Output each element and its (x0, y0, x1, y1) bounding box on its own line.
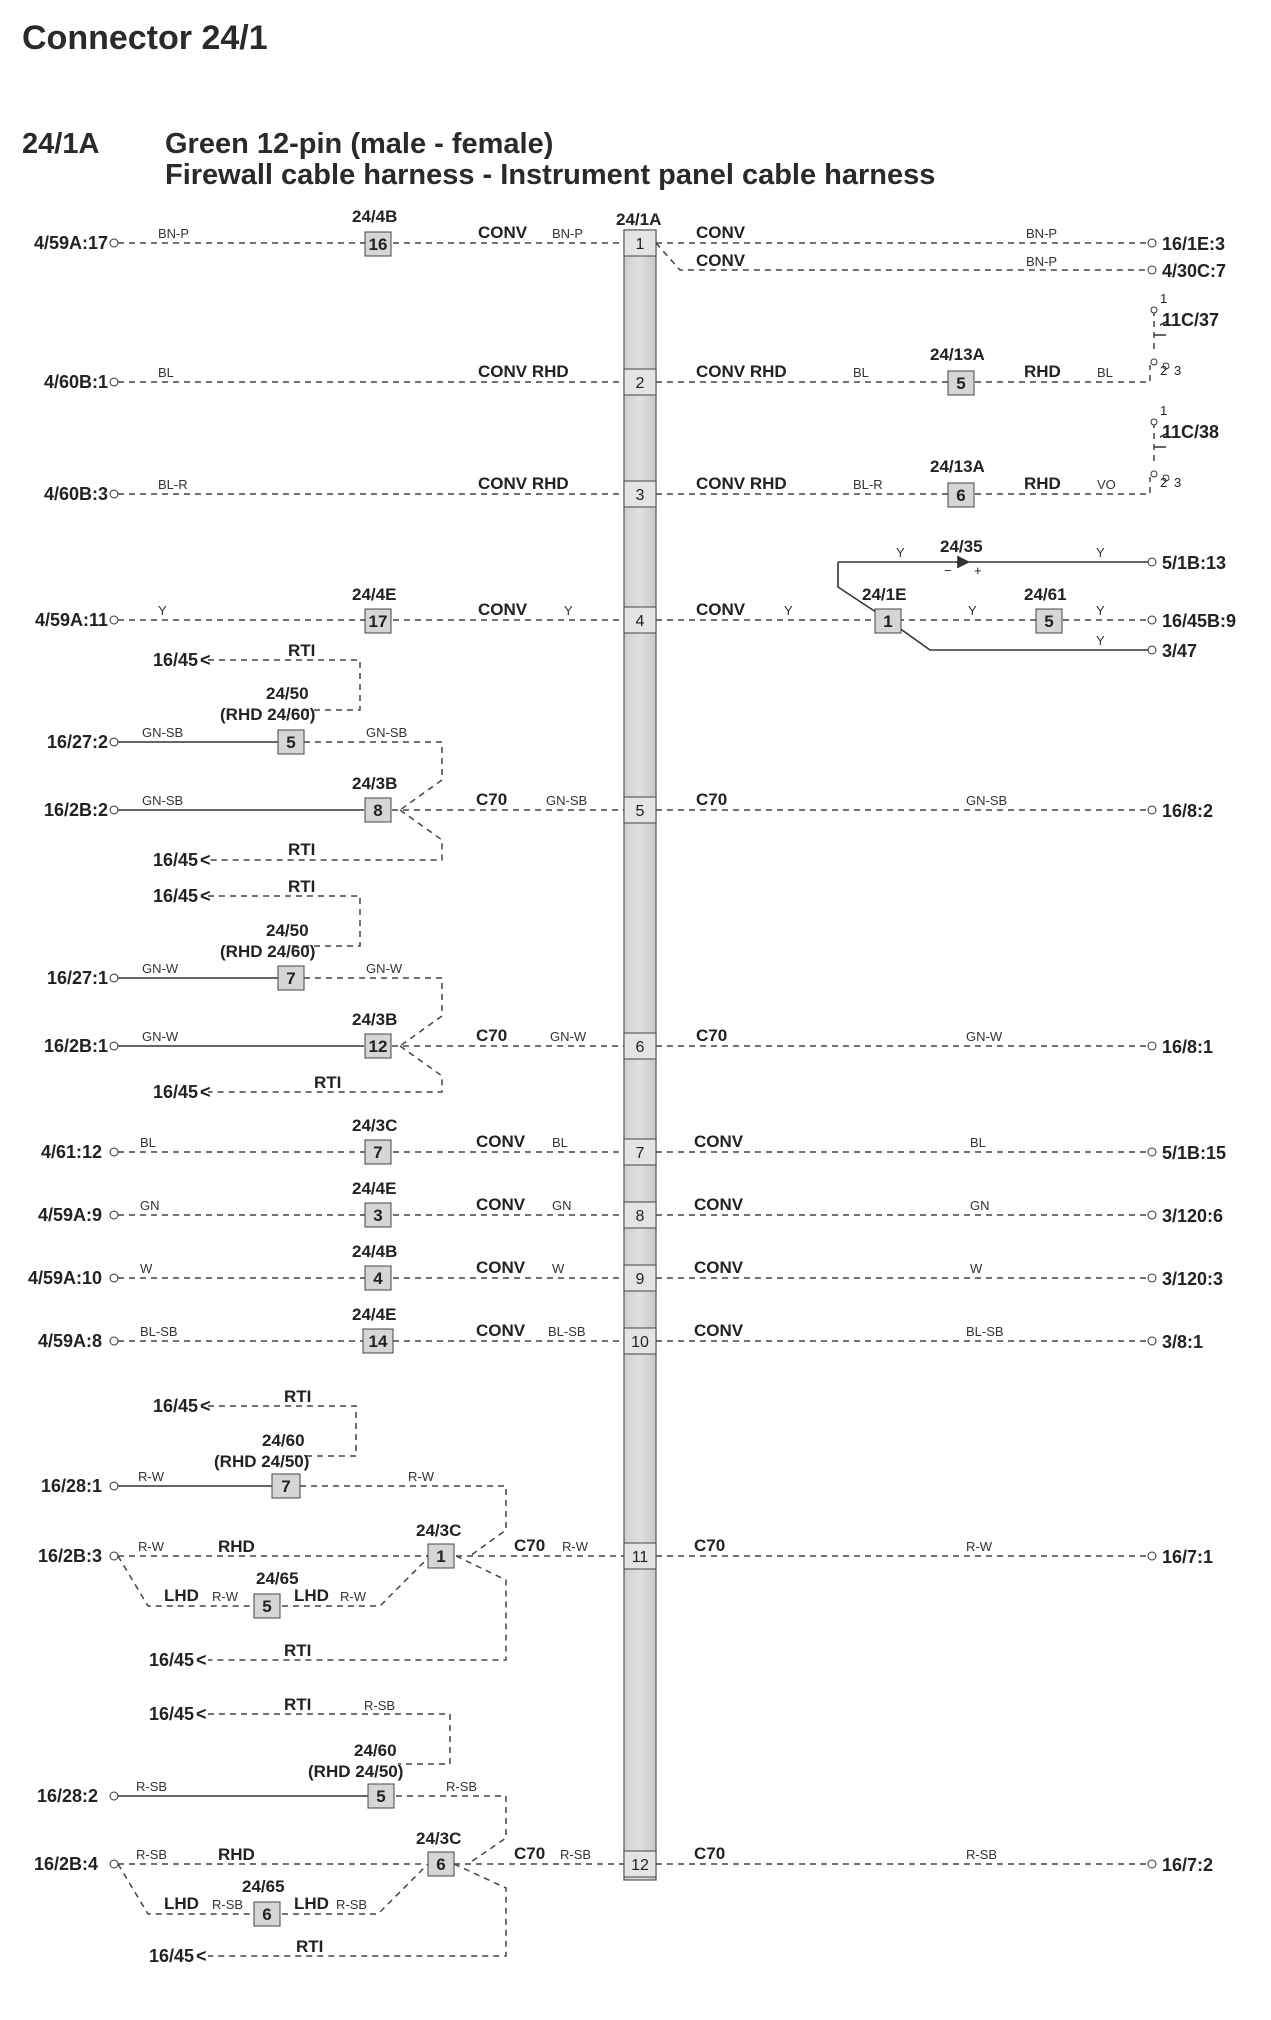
arrow-left-icon: < (200, 650, 211, 670)
endpoint-11C-38: 11C/38 (1162, 422, 1220, 442)
endpoint-16-7-1: 16/7:1 (1162, 1547, 1214, 1567)
variant-label: LHD (164, 1586, 199, 1605)
endpoint-16-8-2: 16/8:2 (1162, 801, 1214, 821)
wire-color: GN (970, 1198, 990, 1213)
switch-pin: 3 (1174, 475, 1182, 490)
wire-color: R-W (966, 1539, 992, 1554)
variant-label: C70 (694, 1536, 726, 1555)
endpoint-3-47: 3/47 (1162, 641, 1198, 661)
wire-color: W (552, 1261, 565, 1276)
wire-color: Y (1096, 603, 1105, 618)
connector-name: 24/35 (940, 537, 983, 556)
arrow-left-icon: < (196, 1946, 207, 1966)
endpoint-16-45: 16/45 (148, 1946, 194, 1966)
connector-pin: 17 (368, 612, 388, 631)
endpoint-4-60B-1: 4/60B:1 (43, 372, 108, 392)
connector-pin: 8 (373, 801, 383, 820)
variant-label: CONV (696, 223, 746, 242)
terminal-icon (110, 1211, 118, 1219)
terminal-icon (1148, 1860, 1156, 1868)
wire-color: Y (896, 545, 905, 560)
connector-name: 24/60 (354, 1741, 397, 1760)
variant-label: CONV RHD (696, 362, 787, 381)
connector-pin: 4 (373, 1269, 383, 1288)
wire-color: GN-W (966, 1029, 1003, 1044)
variant-label: CONV (694, 1258, 744, 1277)
terminal-icon (1148, 1211, 1156, 1219)
connector-pin: 6 (436, 1855, 446, 1874)
terminal-icon (1148, 646, 1156, 654)
terminal-icon (110, 974, 118, 982)
wire-color: BL (552, 1135, 568, 1150)
wire-color: GN-W (366, 961, 403, 976)
connector-alt-name: (RHD 24/50) (308, 1762, 404, 1781)
variant-label: CONV (476, 1195, 526, 1214)
endpoint-4-59A-17: 4/59A:17 (33, 233, 108, 253)
endpoint-16-27-2: 16/27:2 (46, 732, 108, 752)
wire-color: BL-SB (140, 1324, 178, 1339)
wire-rti-2 (208, 810, 442, 860)
connector-name: 24/3C (352, 1116, 398, 1135)
connector-name: 24/65 (256, 1569, 299, 1588)
wire-color: BL (140, 1135, 156, 1150)
variant-label: CONV (696, 251, 746, 270)
endpoint-16-27-1: 16/27:1 (46, 968, 108, 988)
arrow-left-icon: < (196, 1650, 207, 1670)
wire-color: BN-P (158, 226, 190, 241)
connector-pin: 1 (436, 1547, 446, 1566)
variant-label: C70 (476, 1026, 508, 1045)
connector-pin-number: 6 (635, 1039, 645, 1056)
connector-name: 24/50 (266, 684, 309, 703)
connector-pin: 7 (373, 1143, 383, 1162)
connector-pin-number: 11 (631, 1549, 649, 1566)
connector-name: 24/3C (416, 1829, 462, 1848)
connector-pin-number: 2 (635, 375, 645, 392)
wire-color: BN-P (1026, 254, 1058, 269)
connector-name: 24/13A (930, 457, 985, 476)
wire-color: R-SB (136, 1847, 168, 1862)
endpoint-16-45: 16/45 (152, 1396, 198, 1416)
endpoint-4-30C-7: 4/30C:7 (1162, 261, 1227, 281)
variant-label: CONV (694, 1195, 744, 1214)
wire-color: Y (1096, 545, 1105, 560)
wire-color: BL-R (158, 477, 188, 492)
endpoint-16-28-2: 16/28:2 (36, 1786, 98, 1806)
connector-pin: 16 (368, 235, 388, 254)
arrow-left-icon: < (196, 1704, 207, 1724)
wire-color: R-W (562, 1539, 588, 1554)
wire-color: GN-SB (546, 793, 588, 808)
endpoint-11C-37: 11C/37 (1162, 310, 1220, 330)
terminal-icon (1148, 239, 1156, 247)
wire-color: Y (158, 603, 167, 618)
connector-pin: 14 (368, 1332, 388, 1351)
endpoint-16-2B-2: 16/2B:2 (43, 800, 108, 820)
connector-pin: 7 (281, 1477, 291, 1496)
connector-name: 24/4E (352, 1305, 397, 1324)
terminal-icon (110, 239, 118, 247)
connector-alt-name: (RHD 24/60) (220, 705, 316, 724)
switch-pin: 1 (1160, 403, 1168, 418)
endpoint-4-59A-9: 4/59A:9 (37, 1205, 102, 1225)
wire-color: R-SB (966, 1847, 998, 1862)
arrow-left-icon: < (200, 850, 211, 870)
variant-label: CONV (696, 600, 746, 619)
terminal-icon (1148, 1274, 1156, 1282)
terminal-icon (110, 378, 118, 386)
connector-pin-number: 9 (635, 1271, 645, 1288)
connector-name: 24/1E (862, 585, 907, 604)
central-connector-label: 24/1A (616, 210, 662, 229)
terminal-icon (110, 1337, 118, 1345)
endpoint-16-45: 16/45 (152, 886, 198, 906)
terminal-icon (1148, 1337, 1156, 1345)
variant-label: C70 (476, 790, 508, 809)
wire-color: BL-R (853, 477, 883, 492)
variant-label: LHD (294, 1586, 329, 1605)
connector-alt-name: (RHD 24/50) (214, 1452, 310, 1471)
wire-color: R-W (408, 1469, 434, 1484)
endpoint-4-61-12: 4/61:12 (40, 1142, 102, 1162)
terminal-icon (1148, 616, 1156, 624)
wire-color: R-W (340, 1589, 366, 1604)
wire-color: BL-SB (966, 1324, 1004, 1339)
connector-alt-name: (RHD 24/60) (220, 942, 316, 961)
terminal-icon (110, 1042, 118, 1050)
terminal-icon (110, 616, 118, 624)
endpoint-16-28-1: 16/28:1 (40, 1476, 102, 1496)
arrow-left-icon: < (200, 1082, 211, 1102)
wire-color: GN-W (550, 1029, 587, 1044)
terminal-icon (110, 1792, 118, 1800)
variant-label: LHD (164, 1894, 199, 1913)
connector-name: 24/4E (352, 1179, 397, 1198)
endpoint-4-59A-10: 4/59A:10 (27, 1268, 102, 1288)
wire-color: R-SB (212, 1897, 244, 1912)
variant-label: RTI (284, 1695, 312, 1714)
connector-pin-number: 10 (631, 1334, 649, 1351)
variant-label: CONV (694, 1132, 744, 1151)
terminal-icon (1148, 1552, 1156, 1560)
connector-pin: 5 (376, 1787, 386, 1806)
connector-name: 24/4B (352, 1242, 398, 1261)
page-title: Connector 24/1 (22, 19, 268, 57)
variant-label: CONV (478, 600, 528, 619)
wire-color: Y (1096, 633, 1105, 648)
endpoint-4-59A-8: 4/59A:8 (37, 1331, 102, 1351)
connector-name: 24/13A (930, 345, 985, 364)
wire-rti-6 (208, 1556, 506, 1660)
wire-color: BN-P (1026, 226, 1058, 241)
connector-pin: 6 (262, 1905, 272, 1924)
connector-id: 24/1A (22, 128, 100, 160)
connector-pin-number: 3 (635, 487, 645, 504)
switch-pin: 2 (1160, 363, 1168, 378)
wire-color: BL (853, 365, 869, 380)
terminal-icon (110, 738, 118, 746)
endpoint-16-7-2: 16/7:2 (1162, 1855, 1214, 1875)
terminal-icon (1148, 558, 1156, 566)
connector-pin: 1 (883, 612, 893, 631)
variant-label: RTI (288, 877, 316, 896)
endpoint-16-1E-3: 16/1E:3 (1162, 234, 1226, 254)
variant-label: CONV (476, 1321, 526, 1340)
endpoint-3-120-3: 3/120:3 (1162, 1269, 1224, 1289)
terminal-icon (1148, 1148, 1156, 1156)
wire-color: R-W (138, 1539, 164, 1554)
arrow-left-icon: < (200, 886, 211, 906)
variant-label: RHD (1024, 362, 1061, 381)
connector-pin-number: 7 (635, 1145, 645, 1162)
connector-pin: 5 (286, 733, 296, 752)
wire-color: GN-SB (966, 793, 1008, 808)
variant-label: RTI (288, 840, 316, 859)
connector-pin-number: 4 (635, 613, 645, 630)
endpoint-4-60B-3: 4/60B:3 (43, 484, 108, 504)
terminal-icon (110, 490, 118, 498)
wire-color: BL-SB (548, 1324, 586, 1339)
wire-color: VO (1097, 477, 1116, 492)
variant-label: RTI (288, 641, 316, 660)
connector-pin-number: 12 (631, 1857, 649, 1874)
endpoint-16-45: 16/45 (148, 1650, 194, 1670)
connector-pin: 5 (262, 1597, 272, 1616)
endpoint-4-59A-11: 4/59A:11 (34, 610, 108, 630)
wire-color: GN-SB (142, 725, 184, 740)
harness-description: Firewall cable harness - Instrument panel cable harness (165, 159, 936, 191)
connector-name: 24/3C (416, 1521, 462, 1540)
switch-pin: 2 (1160, 475, 1168, 490)
endpoint-16-2B-3: 16/2B:3 (37, 1546, 102, 1566)
diode-polarity: + (974, 563, 982, 578)
variant-label: RTI (296, 1937, 324, 1956)
terminal-icon (1148, 806, 1156, 814)
wire-color: W (970, 1261, 983, 1276)
variant-label: RHD (218, 1537, 255, 1556)
variant-label: C70 (696, 790, 728, 809)
wire-color: R-SB (336, 1897, 368, 1912)
endpoint-5-1B-13: 5/1B:13 (1162, 553, 1227, 573)
connector-pin: 5 (956, 374, 966, 393)
connector-name: 24/60 (262, 1431, 305, 1450)
variant-label: CONV RHD (696, 474, 787, 493)
connector-pin: 6 (956, 486, 966, 505)
connector-name: 24/3B (352, 1010, 398, 1029)
variant-label: RTI (314, 1073, 342, 1092)
connector-pin: 5 (1044, 612, 1054, 631)
variant-label: RHD (1024, 474, 1061, 493)
variant-label: CONV (476, 1258, 526, 1277)
wire-color: GN-SB (142, 793, 184, 808)
variant-label: C70 (694, 1844, 726, 1863)
connector-pin: 12 (368, 1037, 388, 1056)
terminal-icon (110, 1860, 118, 1868)
wire-color: Y (564, 603, 573, 618)
endpoint-5-1B-15: 5/1B:15 (1162, 1143, 1227, 1163)
endpoint-3-120-6: 3/120:6 (1162, 1206, 1224, 1226)
wire-color: R-SB (560, 1847, 592, 1862)
wire-color: GN-W (142, 1029, 179, 1044)
switch-pin: 3 (1174, 363, 1182, 378)
diode-icon (958, 556, 970, 568)
wire-color: R-W (138, 1469, 164, 1484)
wire-color: BL (970, 1135, 986, 1150)
endpoint-3-8-1: 3/8:1 (1162, 1332, 1204, 1352)
wire-color: R-SB (364, 1698, 396, 1713)
terminal-icon (110, 1148, 118, 1156)
endpoint-16-45: 16/45 (152, 1082, 198, 1102)
variant-label: CONV (476, 1132, 526, 1151)
connector-pin-number: 1 (635, 236, 645, 253)
wire-r-w-link-a (300, 1486, 506, 1556)
variant-label: C70 (514, 1536, 546, 1555)
connector-description: Green 12-pin (male - female) (165, 128, 554, 160)
connector-name: 24/65 (242, 1877, 285, 1896)
variant-label: RTI (284, 1641, 312, 1660)
terminal-icon (110, 1482, 118, 1490)
wire-color: GN (552, 1198, 572, 1213)
wire-color: R-SB (446, 1779, 478, 1794)
variant-label: RHD (218, 1845, 255, 1864)
arrow-left-icon: < (200, 1396, 211, 1416)
variant-label: C70 (514, 1844, 546, 1863)
terminal-icon (110, 1552, 118, 1560)
switch-pin: 1 (1160, 291, 1168, 306)
variant-label: CONV (694, 1321, 744, 1340)
wire-color: BN-P (552, 226, 584, 241)
endpoint-16-45B-9: 16/45B:9 (1162, 611, 1237, 631)
wire-rti-7 (208, 1714, 450, 1764)
wire-color: R-W (212, 1589, 238, 1604)
wire-color: BL (158, 365, 174, 380)
wire-color: W (140, 1261, 153, 1276)
connector-pin: 3 (373, 1206, 383, 1225)
terminal-icon (1148, 1042, 1156, 1050)
diode-polarity: − (944, 563, 952, 578)
connector-name: 24/4E (352, 585, 397, 604)
wire-color: GN (140, 1198, 160, 1213)
connector-pin: 7 (286, 969, 296, 988)
connector-pin-number: 8 (635, 1208, 645, 1225)
connector-name: 24/3B (352, 774, 398, 793)
endpoint-16-2B-4: 16/2B:4 (33, 1854, 98, 1874)
connector-name: 24/50 (266, 921, 309, 940)
endpoint-16-45: 16/45 (152, 650, 198, 670)
terminal-icon (110, 1274, 118, 1282)
endpoint-16-45: 16/45 (152, 850, 198, 870)
variant-label: CONV RHD (478, 474, 569, 493)
variant-label: CONV RHD (478, 362, 569, 381)
variant-label: LHD (294, 1894, 329, 1913)
endpoint-16-45: 16/45 (148, 1704, 194, 1724)
variant-label: RTI (284, 1387, 312, 1406)
wire-color: GN-W (142, 961, 179, 976)
variant-label: CONV (478, 223, 528, 242)
wire-color: Y (968, 603, 977, 618)
variant-label: C70 (696, 1026, 728, 1045)
endpoint-16-8-1: 16/8:1 (1162, 1037, 1214, 1057)
connector-pin-number: 5 (635, 803, 645, 820)
connector-name: 24/61 (1024, 585, 1067, 604)
wire-color: R-SB (136, 1779, 168, 1794)
endpoint-16-2B-1: 16/2B:1 (43, 1036, 108, 1056)
connector-name: 24/4B (352, 207, 398, 226)
terminal-icon (110, 806, 118, 814)
wire-color: Y (784, 603, 793, 618)
wire-color: GN-SB (366, 725, 408, 740)
wire-color: BL (1097, 365, 1113, 380)
terminal-icon (1148, 266, 1156, 274)
